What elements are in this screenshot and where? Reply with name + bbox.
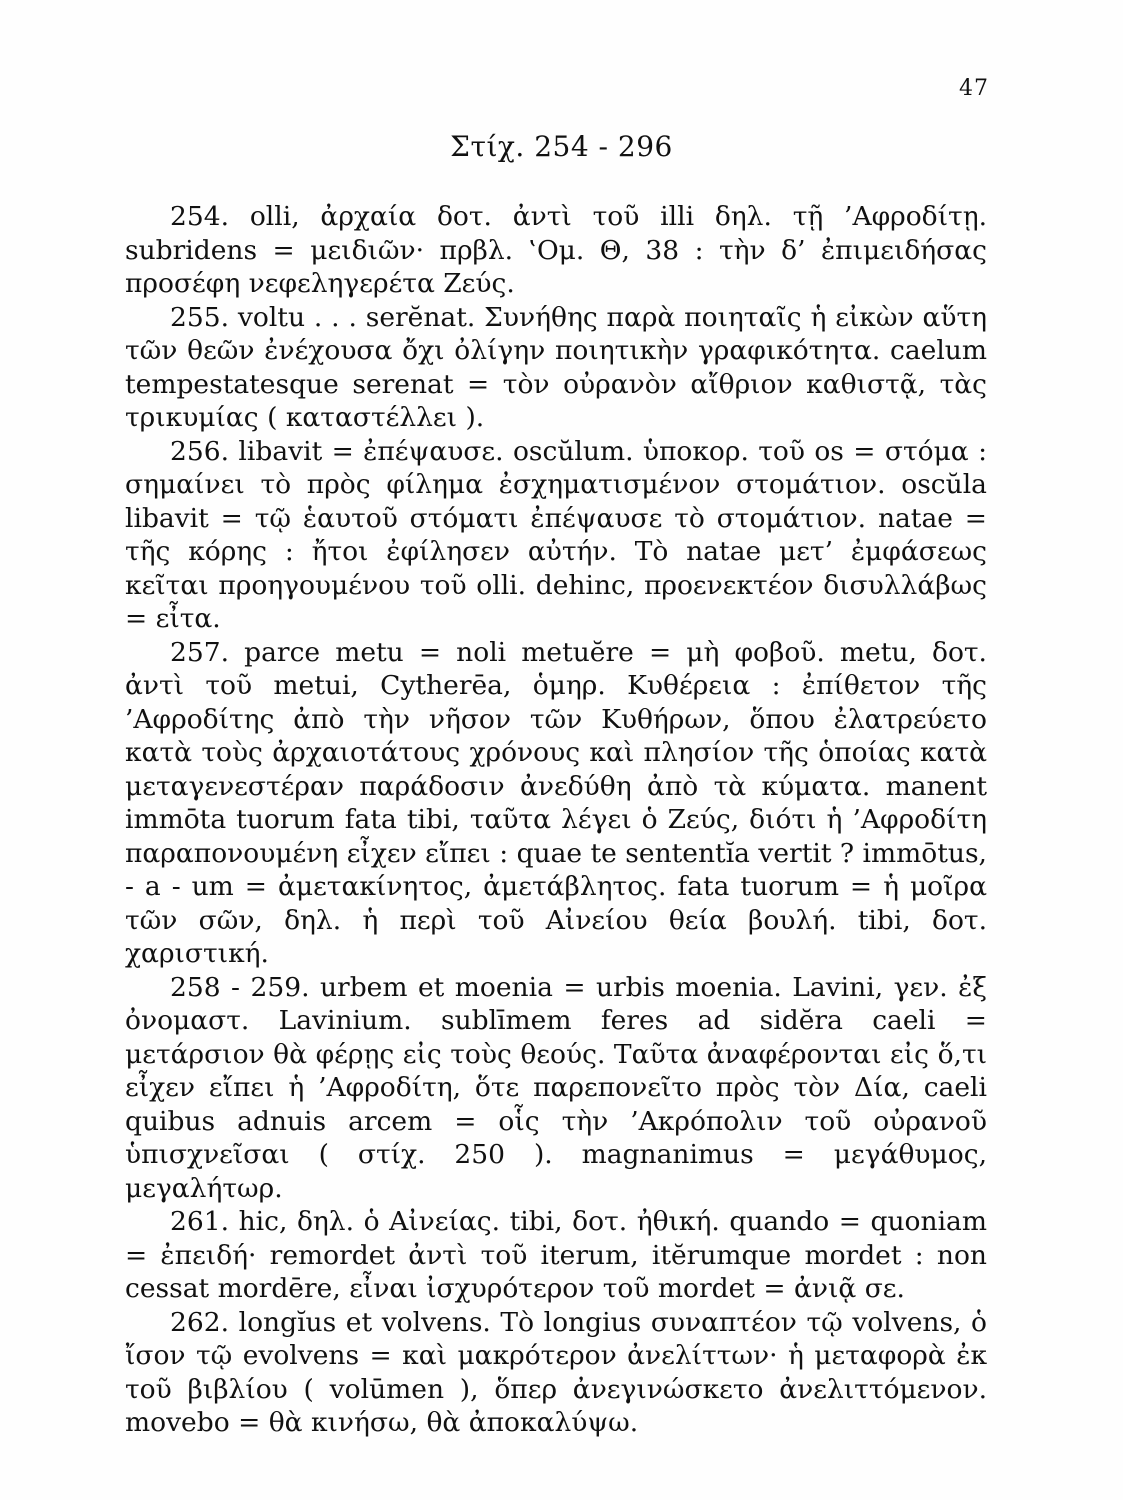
commentary-entry-262: [125, 1306, 987, 1440]
entry-text: urbem et moenia = urbis moenia. Lavini, γεν. ἐξ ὀνομαστ. Lavinium. sublīmem feres ad sidĕra caeli = μετάρσιον θὰ φέρῃς εἰς τοὺς θεούς. Ταῦτα ἀναφέρονται εἰς ὅ,τι εἶχεν εἴπει ἡ ’Αφροδίτη, ὅτε παρεπονεῖτο πρὸς τὸν Δία, caeli quibus adnuis arcem = οἷς τὴν ’Ακρόπολιν τοῦ οὐρανοῦ ὑπισχνεῖσαι ( στίχ. 250 ). magnanimus = μεγάθυμος, μεγαλήτωρ.: [125, 971, 987, 1204]
commentary-body: [125, 200, 987, 1440]
commentary-entry-255: [125, 301, 987, 435]
page-heading: Στίχ. 254 - 296: [450, 130, 673, 163]
entry-text: libavit = ἐπέψαυσε. oscŭlum. ὑποκορ. τοῦ os = στόμα : σημαίνει τὸ πρὸς φίλημα ἐσχηματισμένον στομάτιον. oscŭla libavit = τῷ ἑαυτοῦ στόματι ἐπέψαυσε τὸ στομάτιον. natae = τῆς κόρης : ἤτοι ἐφίλησεν αὐτήν. Τὸ natae μετ’ ἐμφάσεως κεῖται προηγουμένου τοῦ olli. dehinc, προενεκτέον δισυλλάβως = εἶτα.: [125, 435, 987, 634]
entry-text: parce metu = noli metuĕre = μὴ φοβοῦ. metu, δοτ. ἀντὶ τοῦ metui, Cytherēa, ὁμηρ. Κυθέρεια : ἐπίθετον τῆς ’Αφροδίτης ἀπὸ τὴν νῆσον τῶν Κυθήρων, ὅπου ἐλατρεύετο κατὰ τοὺς ἀρχαιοτάτους χρόνους καὶ πλησίον τῆς ὁποίας κατὰ μεταγενεστέραν παράδοσιν ἀνεδύθη ἀπὸ τὰ κύματα. manent immōta tuorum fata tibi, ταῦτα λέγει ὁ Ζεύς, διότι ἡ ’Αφροδίτη παραπονουμένη εἶχεν εἴπει : quae te sententĭa vertit ? immōtus, - a - um = ἀμετακίνητος, ἀμετάβλητος. fata tuorum = ἡ μοῖρα τῶν σῶν, δηλ. ἡ περὶ τοῦ Αἰνείου θεία βουλή. tibi, δοτ. χαριστική.: [125, 636, 987, 969]
commentary-entry-261: [125, 1205, 987, 1306]
entry-text: hic, δηλ. ὁ Αἰνείας. tibi, δοτ. ἠθική. quando = quoniam = ἐπειδή· remordet ἀντὶ τοῦ iterum, itĕrumque mordet : non cessat mordēre, εἶναι ἰσχυρότερον τοῦ mordet = ἀνιᾷ σε.: [125, 1206, 987, 1304]
entry-text: longĭus et volvens. Τὸ longius συναπτέον τῷ volvens, ὁ ἴσον τῷ evolvens = καὶ μακρότερον ἀνελίττων· ἡ μεταφορὰ ἐκ τοῦ βιβλίου ( volūmen ), ὅπερ ἀνεγινώσκετο ἀνελιττόμενον. movebo = θὰ κινήσω, θὰ ἀποκαλύψω.: [125, 1306, 987, 1438]
entry-number: 257.: [170, 636, 230, 668]
entry-number: 261.: [170, 1206, 230, 1237]
entry-number: 262.: [170, 1306, 230, 1338]
commentary-entry-254: [125, 200, 987, 301]
entry-number: 255.: [170, 301, 230, 333]
page-number: 47: [959, 76, 989, 101]
commentary-entry-256: [125, 435, 987, 636]
entry-number: 256.: [170, 435, 230, 467]
commentary-entry-258-259: [125, 971, 987, 1206]
entry-text: olli, ἀρχαία δοτ. ἀντὶ τοῦ illi δηλ. τῇ ’Αφροδίτῃ. subridens = μειδιῶν· πρβλ. ‛Ομ. Θ, 38 : τὴν δ’ ἐπιμειδήσας προσέφη νεφεληγερέτα Ζεύς.: [125, 201, 987, 299]
entry-number: 254.: [170, 201, 230, 232]
entry-text: voltu . . . serĕnat. Συνήθης παρὰ ποιηταῖς ἡ εἰκὼν αὕτη τῶν θεῶν ἐνέχουσα ὄχι ὀλίγην ποιητικὴν γραφικότητα. caelum tempestatesque serenat = τὸν οὐρανὸν αἴθριον καθιστᾷ, τὰς τρικυμίας ( καταστέλλει ).: [125, 301, 987, 433]
entry-number: 258 - 259.: [170, 971, 310, 1003]
commentary-entry-257: [125, 636, 987, 971]
